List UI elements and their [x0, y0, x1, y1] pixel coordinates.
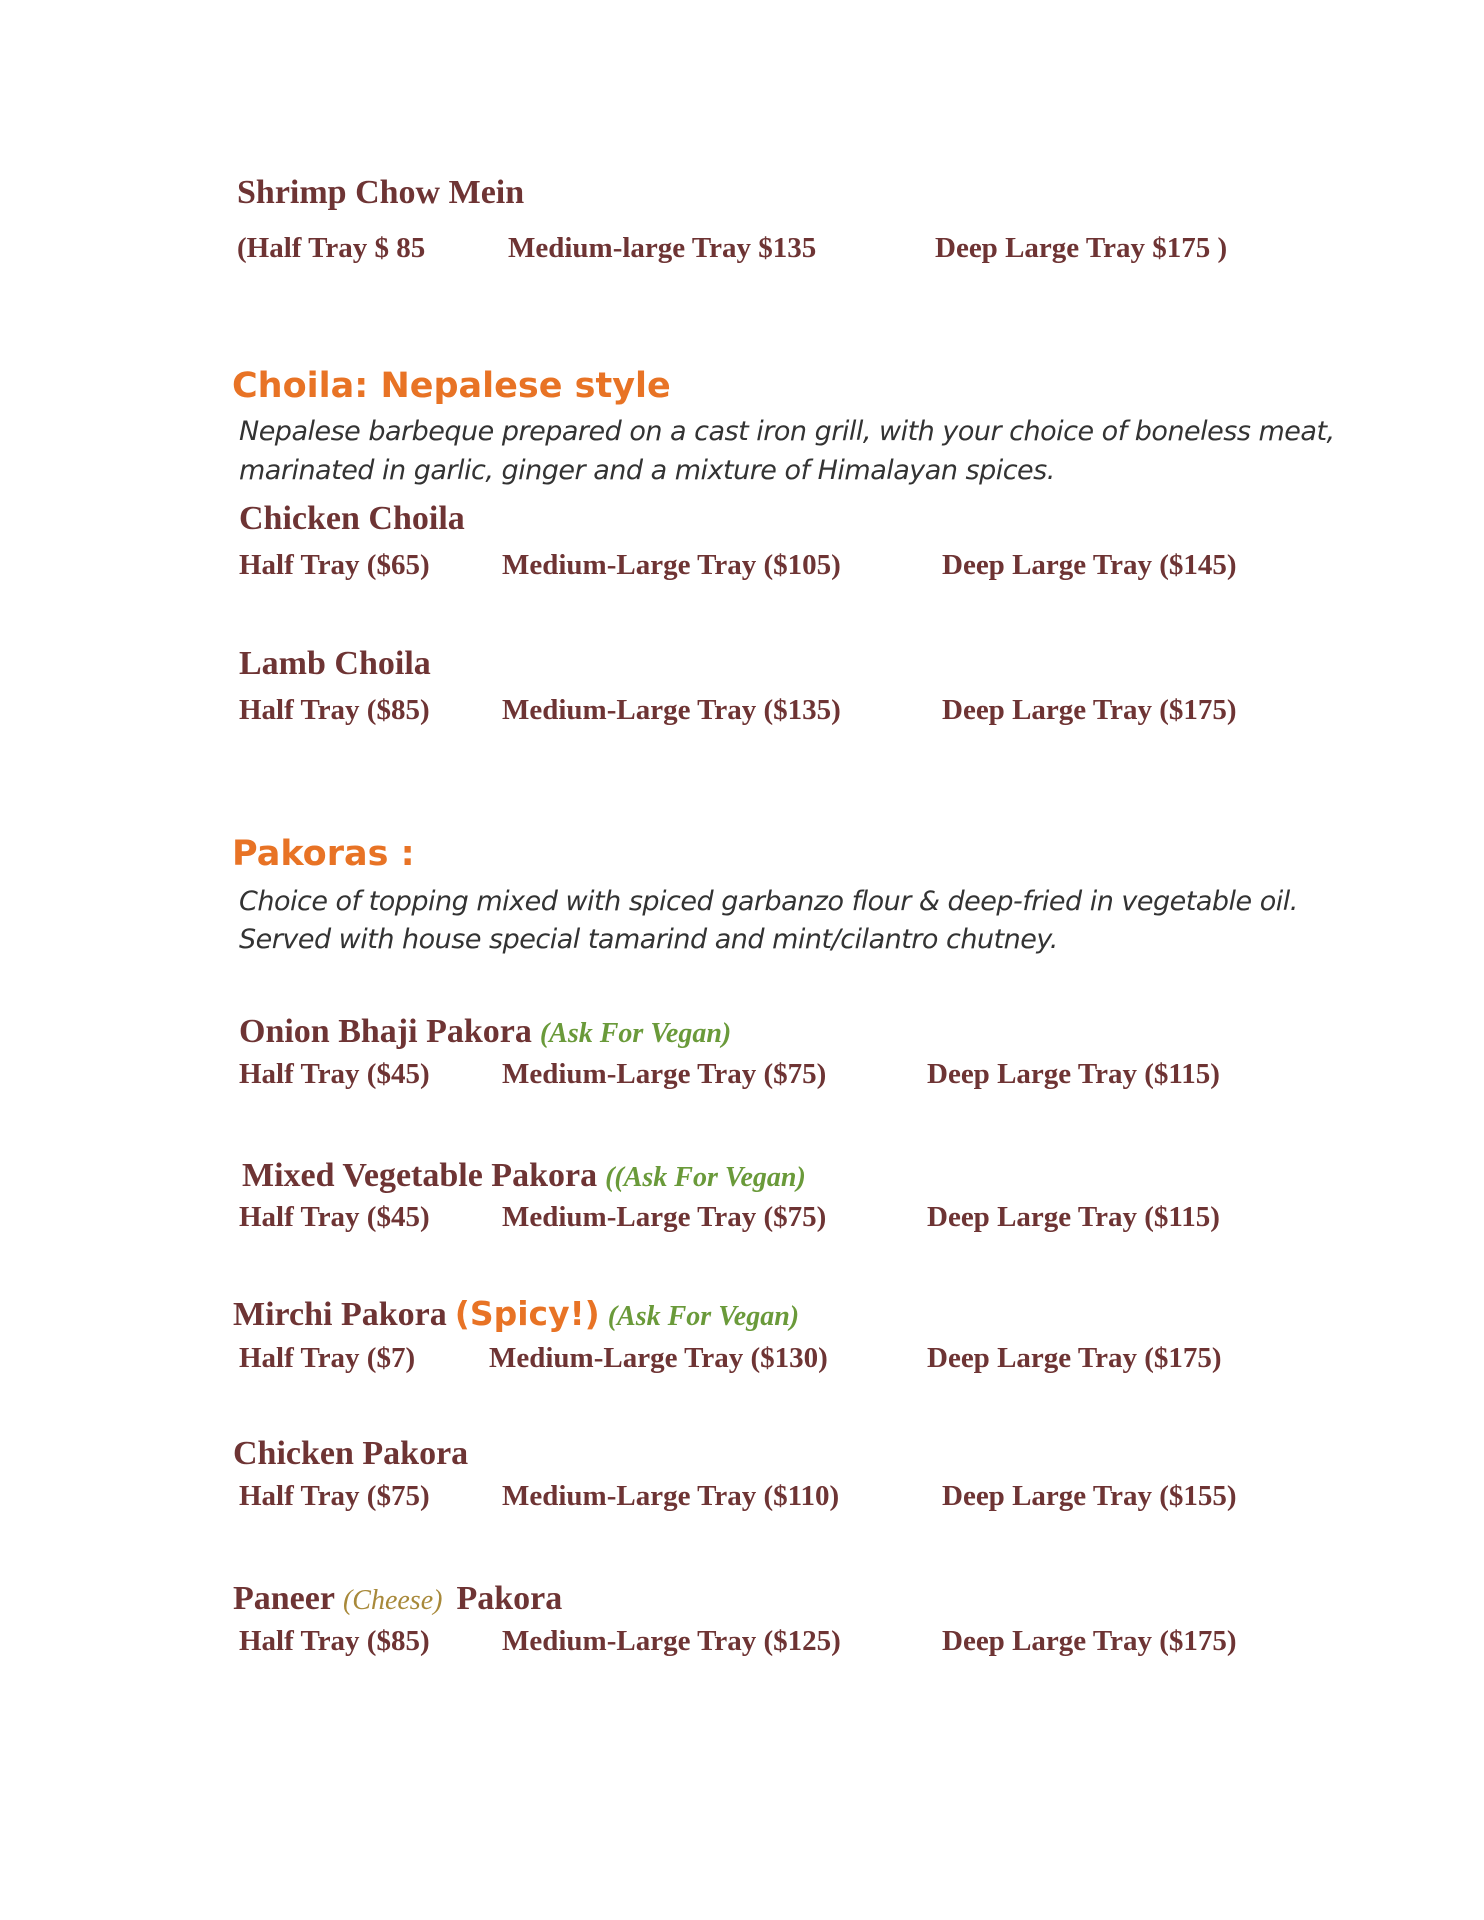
price-half-tray: Half Tray ($7) [239, 1342, 416, 1374]
item-name-chicken-pakora: Chicken Pakora [233, 1435, 469, 1472]
item-title-row [233, 1294, 799, 1334]
price-medium-tray: Medium-Large Tray ($75) [502, 1058, 827, 1090]
price-deep-tray: Deep Large Tray ($115) [927, 1201, 1220, 1233]
item-title-row [242, 1157, 806, 1195]
price-medium-tray: Medium-Large Tray ($105) [502, 549, 841, 581]
price-medium-tray: Medium-Large Tray ($135) [502, 694, 841, 726]
price-deep-tray: Deep Large Tray ($115) [927, 1058, 1220, 1090]
section-description-line: Nepalese barbeque prepared on a cast iron grill, with your choice of boneless meat, [239, 416, 1335, 447]
item-title-row [233, 1580, 562, 1618]
section-title-choila: Choila: Nepalese style [232, 366, 671, 406]
price-medium-tray: Medium-Large Tray ($75) [502, 1201, 827, 1233]
section-description-line: Served with house special tamarind and mint/cilantro chutney. [239, 924, 1058, 955]
item-name-mirchi-pakora: Mirchi Pakora [233, 1296, 447, 1333]
section-title-pakoras: Pakoras : [232, 834, 415, 874]
vegan-note: ((Ask For Vegan) [605, 1162, 806, 1193]
price-half-tray: Half Tray ($85) [239, 694, 430, 726]
vegan-note: (Ask For Vegan) [607, 1301, 800, 1332]
item-name-onion-bhaji-pakora: Onion Bhaji Pakora [239, 1013, 532, 1050]
cheese-note: (Cheese) [342, 1585, 443, 1616]
price-medium-tray: Medium-Large Tray ($110) [502, 1480, 840, 1512]
price-medium-tray: Medium-large Tray $135 [508, 232, 817, 264]
price-deep-tray: Deep Large Tray ($145) [942, 549, 1237, 581]
price-half-tray: (Half Tray $ 85 [237, 232, 426, 264]
section-description-line: Choice of topping mixed with spiced garbanzo flour & deep-fried in vegetable oil. [239, 886, 1298, 917]
price-half-tray: Half Tray ($75) [239, 1480, 430, 1512]
price-deep-tray: Deep Large Tray $175 ) [935, 232, 1228, 264]
spicy-note: (Spicy!) [454, 1294, 600, 1333]
price-half-tray: Half Tray ($45) [239, 1201, 430, 1233]
price-half-tray: Half Tray ($45) [239, 1058, 430, 1090]
item-name-lamb-choila: Lamb Choila [239, 645, 431, 682]
item-name-shrimp-chow-mein: Shrimp Chow Mein [237, 174, 525, 211]
price-deep-tray: Deep Large Tray ($175) [942, 1625, 1237, 1657]
price-half-tray: Half Tray ($85) [239, 1625, 430, 1657]
price-medium-tray: Medium-Large Tray ($130) [489, 1342, 828, 1374]
item-title-row [239, 1013, 731, 1051]
price-medium-tray: Medium-Large Tray ($125) [502, 1625, 841, 1657]
vegan-note: (Ask For Vegan) [539, 1018, 732, 1049]
price-half-tray: Half Tray ($65) [239, 549, 430, 581]
section-description-line: marinated in garlic, ginger and a mixture of Himalayan spices. [239, 455, 1055, 486]
price-deep-tray: Deep Large Tray ($175) [927, 1342, 1222, 1374]
item-name-chicken-choila: Chicken Choila [239, 500, 465, 537]
price-deep-tray: Deep Large Tray ($155) [942, 1480, 1237, 1512]
price-deep-tray: Deep Large Tray ($175) [942, 694, 1237, 726]
item-name-pakora: Pakora [456, 1580, 563, 1617]
item-name-paneer: Paneer [233, 1580, 335, 1617]
item-name-mixed-vegetable-pakora: Mixed Vegetable Pakora [242, 1157, 598, 1194]
